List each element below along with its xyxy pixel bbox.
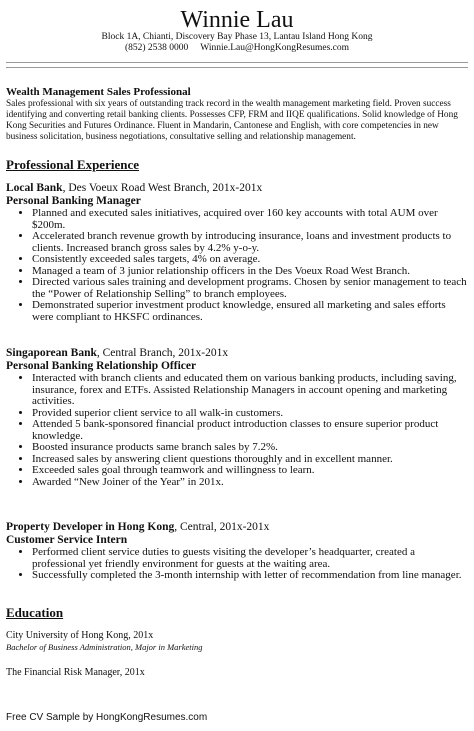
bullet-item: • Attended 5 bank-sponsored financial product introduction classes to ensure superior product knowledge. [32,419,468,442]
job-singaporean-bank [6,347,468,488]
summary-title: Wealth Management Sales Professional [6,86,191,98]
bullet-item: • Provided superior client service to all walk-in customers. [32,408,468,420]
bullet-item: • Demonstrated superior investment product knowledge, ensured all marketing and sales efforts were compliant to HKSFC ordinances. [32,300,468,323]
divider-bottom [6,67,468,68]
education-item [6,630,468,653]
job-title: Personal Banking Manager [6,195,141,207]
job-title: Personal Banking Relationship Officer [6,360,197,372]
bullet-item: • Successfully completed the 3-month internship with letter of recommendation from line manager. [32,570,468,582]
job-local-bank [6,182,468,323]
job-header [6,182,468,195]
divider-top [6,62,468,63]
company-name: Local Bank [6,182,63,194]
company-name: Singaporean Bank [6,347,97,359]
bullet-item: • Performed client service duties to guests visiting the developer’s headquarter, created a professional yet friendly environment for guests at the waiting area. [32,547,468,570]
phone: (852) 2538 0000 [124,43,189,53]
summary-text: Sales professional with six years of outstanding track record in the wealth management marketing field. Proven success identifying and converting retail banking clients. Possesses CFP, FRM and IIQE qualifications. Solid knowledge of Hong Kong Securities and Futures Ordinance. Fluent in Mandarin, Cantonese and English, with core competencies in new business solicitation, business negotiations, consultative selling and relationship management. [6,99,458,142]
job-bullets [6,547,468,582]
footer-credit: Free CV Sample by HongKongResumes.com [6,712,208,723]
bullet-item: • Boosted insurance products same branch sales by 7.2%. [32,442,468,454]
bullet-item: • Exceeded sales goal through teamwork and willingness to learn. [32,465,468,477]
school-name: The Financial Risk Manager, 201x [6,667,145,678]
job-bullets [6,373,468,488]
bullet-item: • Awarded “New Joiner of the Year” in 201x. [32,477,468,489]
bullet-item: • Directed various sales training and development programs. Chosen by senior management to teach the “Power of Relationship Selling” to branch employees. [32,277,468,300]
bullet-item: • Accelerated branch revenue growth by introducing insurance, loans and investment products to clients. Increased branch gross sales by 4.2% y-o-y. [32,231,468,254]
bullet-item: • Managed a team of 3 junior relationship officers in the Des Voeux Road West Branch. [32,266,468,278]
job-details: , Des Voeux Road West Branch, 201x-201x [62,182,263,194]
job-header [6,521,468,534]
bullet-item: • Consistently exceeded sales targets, 4% on average. [32,254,468,266]
education-section-title: Education [6,605,64,620]
email-link[interactable]: Winnie.Lau@HongKongResumes.com [200,43,350,53]
company-name: Property Developer in Hong Kong [6,521,175,533]
bullet-item: • Interacted with branch clients and educated them on various banking products, including saving, insurance, forex and ETFs. Assisted Relationship Managers in account opening and marketing activities. [32,373,468,408]
job-property-developer [6,521,468,582]
bullet-item: • Increased sales by answering client questions thoroughly and in excellent manner. [32,454,468,466]
education-item [6,667,468,679]
job-bullets [6,208,468,323]
job-details: , Central, 201x-201x [174,521,270,533]
bullet-item: • Planned and executed sales initiatives, acquired over 160 key accounts with total AUM over $200m. [32,208,468,231]
experience-section-title: Professional Experience [6,157,139,172]
address: Block 1A, Chianti, Discovery Bay Phase 13, Lantau Island Hong Kong [101,32,373,42]
job-title: Customer Service Intern [6,534,128,546]
contact-line [0,43,474,54]
school-name: City University of Hong Kong, 201x [6,630,154,641]
job-header [6,347,468,360]
job-details: , Central Branch, 201x-201x [96,347,229,359]
degree-name: Bachelor of Business Administration, Major in Marketing [6,642,203,652]
candidate-name: Winnie Lau [180,7,294,33]
